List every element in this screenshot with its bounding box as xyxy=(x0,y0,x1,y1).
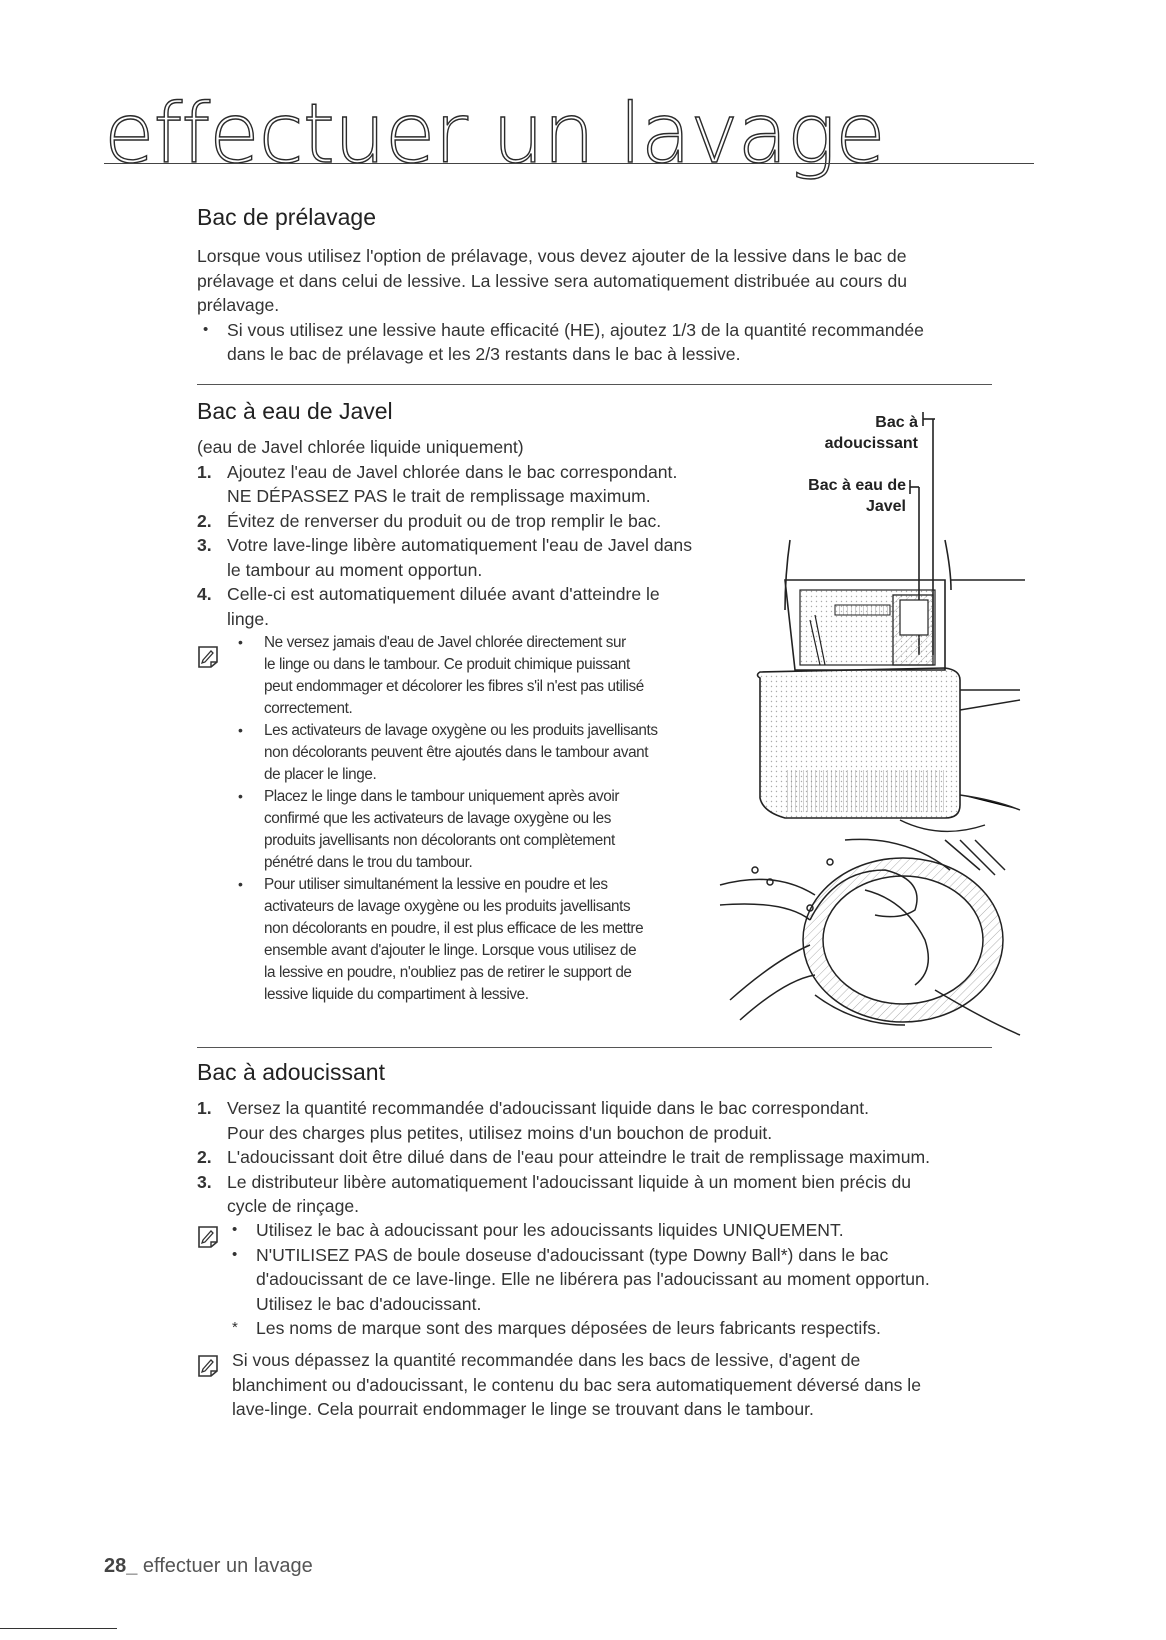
text-line: cycle de rinçage. xyxy=(227,1196,360,1216)
text-line: non décolorants peuvent être ajoutés dans le tambour avant xyxy=(264,744,649,761)
text-line: correctement. xyxy=(264,700,353,717)
section-divider xyxy=(197,1047,992,1048)
page-title: effectuer un lavage xyxy=(104,87,885,182)
text-line: la lessive en poudre, n'oubliez pas de retirer le support de xyxy=(264,964,632,981)
text-line: Si vous utilisez une lessive haute efficacité (HE), ajoutez 1/3 de la quantité recommandée xyxy=(227,319,924,340)
step-number: 3. xyxy=(197,535,212,555)
list-item xyxy=(197,582,742,631)
asterisk-glyph: * xyxy=(232,1319,238,1336)
text-line: blanchiment ou d'adoucissant, le contenu du bac sera automatiquement déversé dans le xyxy=(232,1374,921,1395)
bleach-notes xyxy=(230,632,750,1006)
note-bullet xyxy=(230,786,750,874)
drawer-front xyxy=(758,668,1021,831)
text-line: prélavage. xyxy=(197,295,280,315)
note-bullet xyxy=(230,720,750,786)
text-line: Le distributeur libère automatiquement l'adoucissant liquide à un moment bien précis du xyxy=(227,1171,912,1192)
text-line: dans le bac de prélavage et les 2/3 restants dans le bac à lessive. xyxy=(227,344,741,364)
text-line: produits javellisants non décolorants ont complètement xyxy=(264,832,615,849)
text-line: lessive liquide du compartiment à lessive. xyxy=(264,986,529,1003)
note-bullet xyxy=(230,874,750,1006)
text-line: non décolorants en poudre, il est plus efficace de les mettre xyxy=(264,920,644,937)
text-line: Pour des charges plus petites, utilisez moins d'un bouchon de produit. xyxy=(227,1122,773,1143)
note-bullet xyxy=(226,1243,996,1317)
note-pencil-icon xyxy=(196,1354,220,1378)
step-number: 3. xyxy=(197,1171,212,1192)
text-line: activateurs de lavage oxygène ou les produits javellisants xyxy=(264,898,631,915)
text-line: Placez le linge dans le tambour uniquement après avoir xyxy=(264,788,620,805)
section-divider xyxy=(197,384,992,385)
page-footer xyxy=(104,1555,313,1578)
washer-drum xyxy=(720,839,1020,1035)
bleach-content xyxy=(197,435,742,631)
label-line: Bac à eau de xyxy=(808,477,906,494)
text-line: le linge ou dans le tambour. Ce produit chimique puissant xyxy=(264,656,630,673)
asterisk-note xyxy=(226,1316,996,1341)
footer-chapter: effectuer un lavage xyxy=(137,1555,313,1577)
label-line: adoucissant xyxy=(824,435,918,452)
prewash-paragraph xyxy=(197,244,997,367)
drawer-interior xyxy=(800,590,935,665)
step-number: 1. xyxy=(197,461,212,482)
softener-notes xyxy=(226,1218,996,1341)
text-line: Ne versez jamais d'eau de Javel chlorée directement sur xyxy=(264,634,626,651)
step-number: 2. xyxy=(197,1147,212,1167)
text-line: d'adoucissant de ce lave-linge. Elle ne libérera pas l'adoucissant au moment opportun. xyxy=(256,1269,930,1289)
text-line: Les noms de marque sont des marques déposées de leurs fabricants respectifs. xyxy=(256,1318,881,1338)
note-pencil-icon xyxy=(196,645,220,669)
list-item xyxy=(197,1170,997,1219)
softener-section-title: Bac à adoucissant xyxy=(197,1059,385,1085)
bleach-subtitle: (eau de Javel chlorée liquide uniquement) xyxy=(197,437,524,457)
text-line: linge. xyxy=(227,608,270,629)
bullet-glyph: • xyxy=(238,788,243,804)
bullet-glyph: • xyxy=(238,722,243,738)
dispenser-illustration xyxy=(715,400,1025,1050)
overflow-note xyxy=(232,1348,1002,1422)
bullet-item xyxy=(197,318,997,367)
list-item xyxy=(197,509,742,534)
bullet-glyph: • xyxy=(238,876,243,892)
note-pencil-icon xyxy=(196,1225,220,1249)
list-item xyxy=(197,1145,997,1170)
text-line: Évitez de renverser du produit ou de trop remplir le bac. xyxy=(227,510,662,531)
label-line: Javel xyxy=(865,498,906,515)
softener-steps xyxy=(197,1096,997,1219)
text-line: prélavage et dans celui de lessive. La lessive sera automatiquement distribuée au cours du xyxy=(197,270,908,291)
text-line: Votre lave-linge libère automatiquement l'eau de Javel dans xyxy=(227,535,692,555)
text-line: N'UTILISEZ PAS de boule doseuse d'adoucissant (type Downy Ball*) dans le bac xyxy=(256,1244,889,1265)
text-line: Pour utiliser simultanément la lessive en poudre et les xyxy=(264,876,608,893)
list-item xyxy=(197,460,742,509)
step-number: 4. xyxy=(197,584,212,604)
bullet-glyph: • xyxy=(232,1221,238,1238)
bullet-glyph: • xyxy=(203,320,209,338)
title-underline xyxy=(104,163,1034,164)
step-number: 2. xyxy=(197,510,212,531)
text-line: Si vous dépassez la quantité recommandée dans les bacs de lessive, d'agent de xyxy=(232,1350,861,1370)
text-line: confirmé que les activateurs de lavage oxygène ou les xyxy=(264,810,611,827)
footer-rule xyxy=(0,1628,117,1629)
text-line: pénétré dans le trou du tambour. xyxy=(264,854,473,871)
note-bullet xyxy=(230,632,750,720)
text-line: le tambour au moment opportun. xyxy=(227,559,483,580)
text-line: Les activateurs de lavage oxygène ou les produits javellisants xyxy=(264,722,658,739)
text-line: Celle-ci est automatiquement diluée avant d'atteindre le xyxy=(227,584,660,604)
text-line: Utilisez le bac d'adoucissant. xyxy=(256,1293,482,1314)
bullet-glyph: • xyxy=(232,1245,238,1263)
text-line: lave-linge. Cela pourrait endommager le linge se trouvant dans le tambour. xyxy=(232,1399,814,1419)
list-item xyxy=(197,533,742,582)
text-line: ensemble avant d'ajouter le linge. Lorsque vous utilisez de xyxy=(264,942,637,959)
prewash-section-title: Bac de prélavage xyxy=(197,204,377,230)
page-number: 28_ xyxy=(104,1555,138,1577)
text-line: L'adoucissant doit être dilué dans de l'eau pour atteindre le trait de remplissage maximum. xyxy=(227,1147,931,1167)
bullet-glyph: • xyxy=(238,634,243,650)
note-bullet xyxy=(226,1218,996,1243)
label-line: Bac à xyxy=(875,414,918,431)
text-line: de placer le linge. xyxy=(264,766,377,783)
step-number: 1. xyxy=(197,1098,212,1118)
text-line: Versez la quantité recommandée d'adoucissant liquide dans le bac correspondant. xyxy=(227,1098,870,1118)
list-item xyxy=(197,1096,997,1145)
text-line: peut endommager et décolorer les fibres s'il n'est pas utilisé xyxy=(264,678,644,695)
bleach-section-title: Bac à eau de Javel xyxy=(197,398,393,424)
text-line: Ajoutez l'eau de Javel chlorée dans le bac correspondant. xyxy=(227,461,678,482)
text-line: Lorsque vous utilisez l'option de prélavage, vous devez ajouter de la lessive dans le bac de xyxy=(197,246,907,266)
text-line: Utilisez le bac à adoucissant pour les adoucissants liquides UNIQUEMENT. xyxy=(256,1220,844,1240)
text-line: NE DÉPASSEZ PAS le trait de remplissage maximum. xyxy=(227,486,651,506)
